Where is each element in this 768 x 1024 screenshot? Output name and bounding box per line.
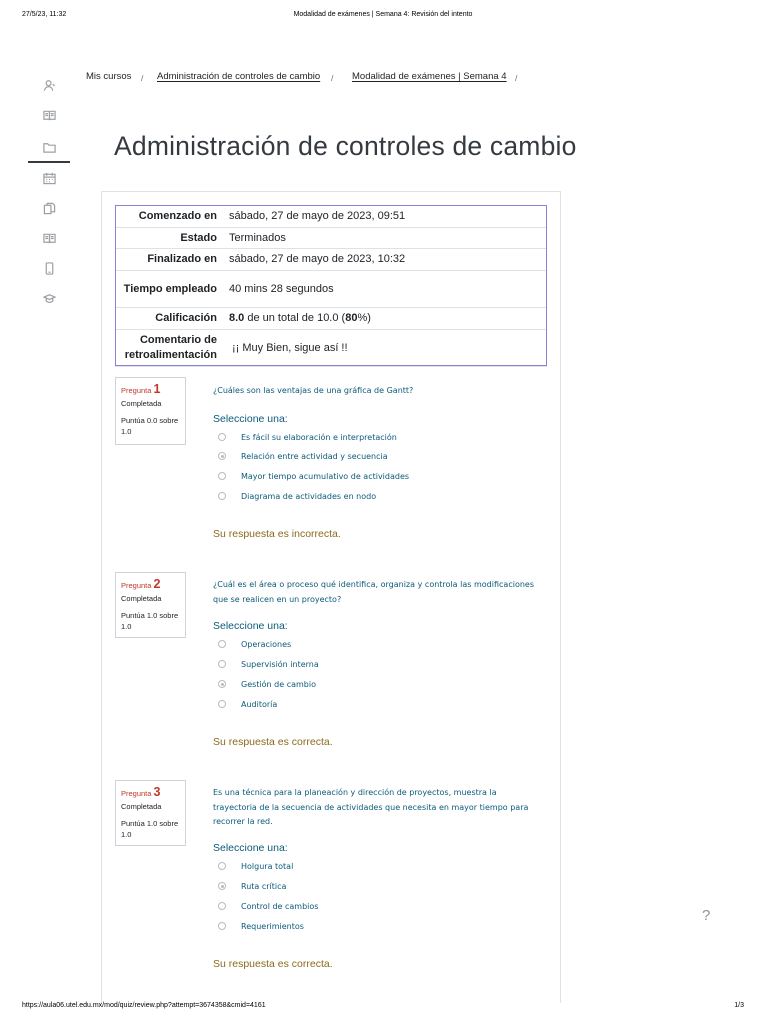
radio-button[interactable]	[218, 472, 226, 480]
summary-value	[223, 308, 547, 330]
question-label: Pregunta	[121, 581, 152, 590]
question-grade: Puntúa 1.0 sobre 1.0	[121, 819, 179, 839]
question-label: Pregunta	[121, 789, 152, 798]
radio-button[interactable]	[218, 433, 226, 441]
grade-total-text: de un total de 10.0 (	[244, 312, 346, 324]
breadcrumb-quiz[interactable]: Modalidad de exámenes | Semana 4	[352, 71, 507, 82]
summary-value: ¡¡ Muy Bien, sigue así !!	[232, 341, 348, 354]
question-state: Completada	[121, 802, 162, 811]
answer-options-3	[213, 859, 534, 939]
summary-row-finished	[115, 249, 547, 271]
question-state: Completada	[121, 399, 162, 408]
user-icon[interactable]	[28, 74, 70, 96]
radio-button[interactable]	[218, 700, 226, 708]
option-label: Mayor tiempo acumulativo de actividades	[241, 471, 410, 481]
breadcrumb-separator: /	[141, 73, 144, 83]
page-title: Administración de controles de cambio	[114, 131, 577, 161]
answer-options-2	[213, 637, 534, 717]
radio-button-checked[interactable]	[218, 680, 226, 688]
breadcrumb-separator: /	[515, 73, 518, 83]
help-icon[interactable]: ?	[702, 907, 711, 924]
print-footer	[22, 1002, 744, 1014]
answer-prompt-1	[213, 413, 534, 425]
question-grade: Puntúa 0.0 sobre 1.0	[121, 416, 179, 436]
answer-prompt: Seleccione una:	[213, 842, 288, 854]
answer-outcome: Su respuesta es correcta.	[213, 736, 333, 748]
print-page-number: 1/3	[734, 1002, 744, 1009]
summary-value: Terminados	[229, 231, 286, 244]
question-grade: Puntúa 1.0 sobre 1.0	[121, 611, 179, 631]
summary-row-state	[115, 228, 547, 249]
print-url: https://aula06.utel.edu.mx/mod/quiz/review.php?attempt=3674358&cmid=4161	[22, 1002, 266, 1009]
option-label: Es fácil su elaboración e interpretación	[241, 432, 397, 442]
grade-percent-suffix: %)	[357, 312, 371, 324]
question-number: 2	[153, 577, 161, 591]
breadcrumb-separator: /	[331, 73, 334, 83]
option-label: Operaciones	[241, 639, 292, 649]
summary-label: Tiempo empleado	[123, 282, 217, 295]
summary-label: Estado	[180, 231, 217, 244]
summary-value: sábado, 27 de mayo de 2023, 09:51	[229, 210, 406, 222]
option-label: Ruta crítica	[241, 881, 287, 891]
question-info-1	[115, 377, 186, 445]
summary-row-grade	[115, 308, 547, 330]
question-state: Completada	[121, 594, 162, 603]
print-header	[22, 11, 744, 23]
grade-score: 8.0	[229, 312, 245, 324]
option-label: Relación entre actividad y secuencia	[241, 451, 388, 461]
option-label: Control de cambios	[241, 901, 319, 911]
radio-button[interactable]	[218, 492, 226, 500]
attempt-summary-table	[115, 205, 547, 367]
breadcrumb-my-courses[interactable]: Mis cursos	[86, 71, 132, 82]
radio-button[interactable]	[218, 660, 226, 668]
option-label: Diagrama de actividades en nodo	[241, 491, 377, 501]
option-label: Gestión de cambio	[241, 679, 316, 689]
question-number: 3	[153, 785, 161, 799]
radio-button[interactable]	[218, 902, 226, 910]
book-open-icon[interactable]	[28, 104, 70, 126]
option-label: Holgura total	[241, 861, 294, 871]
summary-value: 40 mins 28 segundos	[229, 282, 334, 295]
radio-button[interactable]	[218, 640, 226, 648]
summary-value: sábado, 27 de mayo de 2023, 10:32	[229, 253, 406, 265]
breadcrumb-course[interactable]: Administración de controles de cambio	[157, 71, 321, 82]
question-content-3	[213, 786, 534, 830]
radio-button[interactable]	[218, 862, 226, 870]
answer-prompt-3	[213, 842, 534, 854]
question-content-2	[213, 578, 534, 607]
radio-button[interactable]	[218, 922, 226, 930]
summary-row-started	[115, 206, 547, 228]
question-label: Pregunta	[121, 386, 152, 395]
print-date: 27/5/23, 11:32	[22, 11, 67, 18]
summary-label: Finalizado en	[147, 253, 217, 265]
summary-label: Calificación	[155, 312, 217, 324]
answer-outcome: Su respuesta es correcta.	[213, 958, 333, 970]
print-title: Modalidad de exámenes | Semana 4: Revisión del intento	[293, 11, 473, 18]
question-info-3	[115, 780, 186, 846]
option-label: Requerimientos	[241, 921, 304, 931]
question-info-2	[115, 572, 186, 638]
summary-row-feedback	[115, 330, 547, 367]
folder-icon[interactable]	[28, 134, 70, 163]
answer-outcome: Su respuesta es incorrecta.	[213, 528, 341, 540]
summary-label: Comentario de retroalimentación	[124, 334, 217, 361]
calendar-icon[interactable]	[28, 167, 70, 189]
copy-icon[interactable]	[28, 197, 70, 219]
book-icon[interactable]	[28, 227, 70, 249]
option-label: Auditoría	[241, 699, 278, 709]
answer-options-1	[213, 430, 534, 510]
mobile-icon[interactable]	[28, 257, 70, 279]
summary-row-time-taken	[115, 271, 547, 308]
radio-button-checked[interactable]	[218, 882, 226, 890]
summary-label: Comenzado en	[138, 210, 217, 222]
question-text: ¿Cuáles son las ventajas de una gráfica de Gantt?	[213, 386, 414, 395]
graduation-cap-icon[interactable]	[28, 287, 70, 309]
answer-prompt-2	[213, 620, 534, 632]
question-number: 1	[153, 382, 161, 396]
grade-percent: 80	[345, 312, 358, 324]
answer-prompt: Seleccione una:	[213, 413, 288, 425]
answer-prompt: Seleccione una:	[213, 620, 288, 632]
question-text: Es una técnica para la planeación y dirección de proyectos, muestra la trayectoria de la secuencia de actividades que necesita en mayor tiempo para recorrer la red.	[213, 788, 529, 826]
radio-button-checked[interactable]	[218, 452, 226, 460]
question-content-1	[213, 384, 534, 399]
question-text: ¿Cuál es el área o proceso qué identifica, organiza y controla las modificaciones que se realicen en un proyecto?	[213, 580, 534, 604]
option-label: Supervisión interna	[241, 659, 319, 669]
